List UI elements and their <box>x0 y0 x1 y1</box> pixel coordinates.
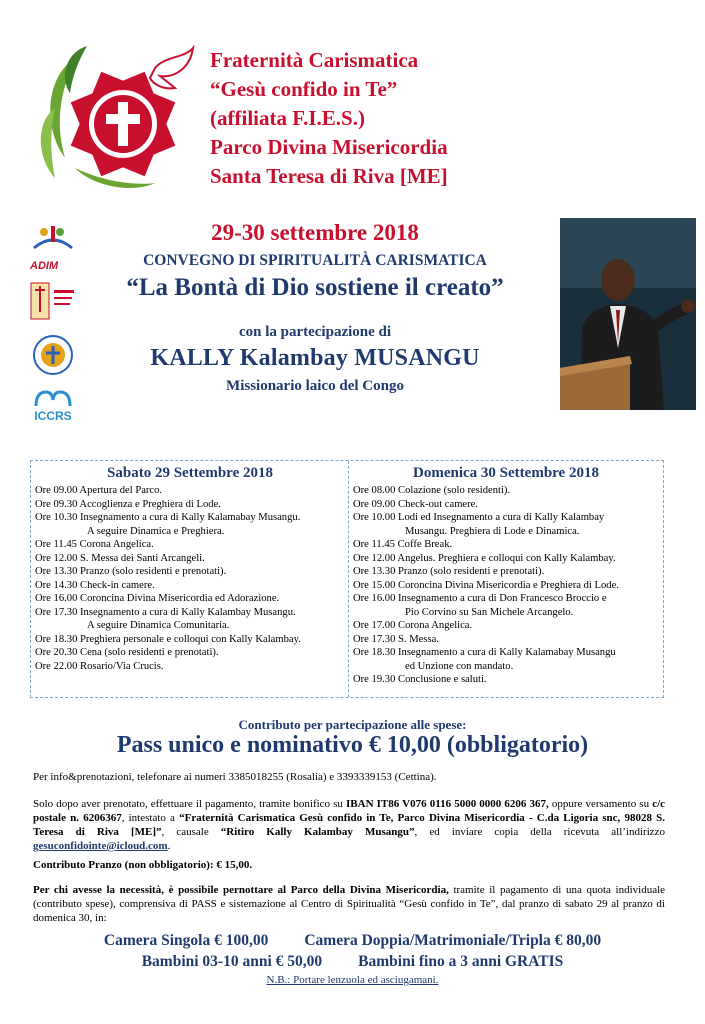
schedule-item: Ore 17.30 Insegnamento a cura di Kally Kalambay Musangu. <box>35 606 296 618</box>
dove-icon <box>150 48 193 88</box>
schedule-item: Ore 09.00 Check-out camere. <box>353 498 479 510</box>
payment-text: , ed inviare copia della ricevuta all’indirizzo <box>414 826 666 838</box>
lunch-contribution: Contributo Pranzo (non obbligatorio): € 15,00. <box>33 859 253 871</box>
schedule-item: Musangu. Preghiera di Lode e Dinamica. <box>405 525 580 537</box>
sunday-title: Domenica 30 Settembre 2018 <box>413 465 599 481</box>
payment-reason: “Ritiro Kally Kalambay Musangu” <box>220 826 415 838</box>
payment-text: Solo dopo aver prenotato, effettuare il pagamento, tramite bonifico su <box>33 798 347 810</box>
speaker-role: Missionario laico del Congo <box>226 378 404 394</box>
schedule-item: Ore 13.30 Pranzo (solo residenti e prenotati). <box>353 566 545 577</box>
iccrs-logo-text: ICCRS <box>34 409 72 422</box>
catholic-communities-logo-icon <box>30 334 76 376</box>
room-prices <box>0 930 705 972</box>
payment-text: , intestato a <box>121 812 180 824</box>
room-single: Camera Singola € 100,00 <box>103 932 269 949</box>
schedule-item: Ore 18.30 Insegnamento a cura di Kally Kalamabay Musangu <box>353 647 616 658</box>
pass-price: Pass unico e nominativo € 10,00 (obbligatorio) <box>116 732 589 758</box>
schedule-item: Ore 13.30 Pranzo (solo residenti e prenotati). <box>35 566 227 577</box>
event-theme: “La Bontà di Dio sostiene il creato” <box>126 274 504 301</box>
schedule-item: Ore 20.30 Cena (solo residenti e prenotati). <box>35 647 219 658</box>
info-phone-text: Per info&prenotazioni, telefonare ai numeri 3385018255 (Rosalia) e 3393339153 (Cettina). <box>33 771 437 783</box>
iban: IBAN IT86 V076 0116 5000 0000 6206 367, <box>346 798 549 810</box>
schedule-item: Ore 11.45 Corona Angelica. <box>35 539 154 550</box>
schedule-item: Ore 14.30 Check-in camere. <box>35 579 155 591</box>
sunday-list <box>353 484 659 687</box>
stay-text: tramite il pagamento di una quota individuale (contributo spese), comprensiva di PASS e sistemazione al Centro di Spiritualità “Gesù confido in Te”, dal pranzo di sabato 29 al pranzo di domenica 30, in: <box>33 884 666 924</box>
schedule-item: Ore 16.00 Coroncina Divina Misericordia ed Adorazione. <box>35 593 280 604</box>
account-holder: “Fraternità Carismatica Gesù confido in Te, Parco Divina Misericordia - C.da Ligoria snc, 98028 S. Teresa di Riva [ME]” <box>33 812 665 838</box>
organization-header <box>210 46 448 191</box>
schedule-item: A seguire Dinamica e Preghiera. <box>87 525 225 537</box>
schedule-item: A seguire Dinamica Comunitaria. <box>87 620 230 631</box>
schedule-item: Ore 12.00 Angelus. Preghiera e colloqui con Kally Kalambay. <box>353 552 616 564</box>
sunday-column <box>353 465 659 687</box>
schedule-item: Ore 18.30 Preghiera personale e colloqui con Kally Kalambay. <box>35 633 301 645</box>
postal-account: c/c postale n. 6206367 <box>33 798 666 824</box>
leaf-icon <box>65 46 87 93</box>
header-line: Fraternità Carismatica <box>210 48 419 72</box>
event-info <box>80 218 550 395</box>
schedule-item: Ore 16.00 Insegnamento a cura di Don Francesco Broccio e <box>353 593 607 604</box>
schedule-item: Ore 17.00 Corona Angelica. <box>353 620 473 631</box>
infants-price: Bambini fino a 3 anni GRATIS <box>358 953 564 970</box>
schedule-item: Pio Corvino su San Michele Arcangelo. <box>405 606 574 618</box>
schedule-item: Ore 15.00 Coroncina Divina Misericordia e Preghiera di Lode. <box>353 579 619 591</box>
adim-logo: ADIM <box>30 260 59 272</box>
schedule-item: Ore 09.00 Apertura del Parco. <box>35 485 163 496</box>
fies-logo-icon <box>30 282 76 322</box>
schedule-item: Ore 22.00 Rosario/Via Crucis. <box>35 660 164 672</box>
iccrs-logo-icon <box>30 386 76 422</box>
stay-info <box>33 883 665 925</box>
payment-text: oppure versamento su <box>548 798 653 810</box>
fraternity-logo <box>35 38 200 198</box>
rinnovamento-logo-icon <box>30 222 76 256</box>
leaf-icon <box>41 108 55 178</box>
payment-instructions <box>33 797 665 853</box>
email-link[interactable]: gesuconfidointe@icloud.com <box>33 840 168 852</box>
schedule-item: Ore 11.45 Coffe Break. <box>353 539 453 550</box>
header-line: Parco Divina Misericordia <box>210 135 448 159</box>
schedule-item: Ore 08.00 Colazione (solo residenti). <box>353 485 511 496</box>
schedule-item: Ore 10.30 Insegnamento a cura di Kally Kalamabay Musangu. <box>35 512 301 523</box>
participation-label: con la partecipazione di <box>238 324 392 340</box>
payment-text: , causale <box>161 826 221 838</box>
speaker-photo <box>560 218 696 410</box>
schedule-item: Ore 12.00 S. Messa dei Santi Arcangeli. <box>35 552 205 564</box>
note: N.B.: Portare lenzuola ed asciugamani. <box>266 974 439 986</box>
schedule-item: Ore 19.30 Conclusione e saluti. <box>353 674 487 685</box>
program-divider <box>348 461 349 697</box>
schedule-item: Ore 09.30 Accoglienza e Preghiera di Lode. <box>35 498 221 510</box>
schedule-item: Ore 10.00 Lodi ed Insegnamento a cura di Kally Kalambay <box>353 512 605 523</box>
schedule-item: Ore 17.30 S. Messa. <box>353 633 439 645</box>
saturday-list <box>35 484 345 673</box>
payment-text: . <box>167 840 171 852</box>
stay-bold: Per chi avesse la necessità, è possibile pernottare al Parco della Divina Misericordia, <box>33 884 449 896</box>
schedule-item: ed Unzione con mandato. <box>405 660 514 672</box>
header-line: Santa Teresa di Riva [ME] <box>210 164 448 188</box>
header-line: (affiliata F.I.E.S.) <box>210 106 365 130</box>
saturday-title: Sabato 29 Settembre 2018 <box>107 465 273 481</box>
room-double: Camera Doppia/Matrimoniale/Tripla € 80,00 <box>304 932 602 949</box>
header-line: “Gesù confido in Te” <box>210 77 398 101</box>
event-date: 29-30 settembre 2018 <box>211 220 419 245</box>
event-convention: CONVEGNO DI SPIRITUALITÀ CARISMATICA <box>143 252 487 269</box>
program-schedule <box>30 460 664 698</box>
kids-price: Bambini 03-10 anni € 50,00 <box>141 953 323 970</box>
saturday-column <box>35 465 345 673</box>
contribution-label: Contributo per partecipazione alle spese: <box>238 717 467 732</box>
speaker-name: KALLY Kalambay MUSANGU <box>150 345 480 371</box>
